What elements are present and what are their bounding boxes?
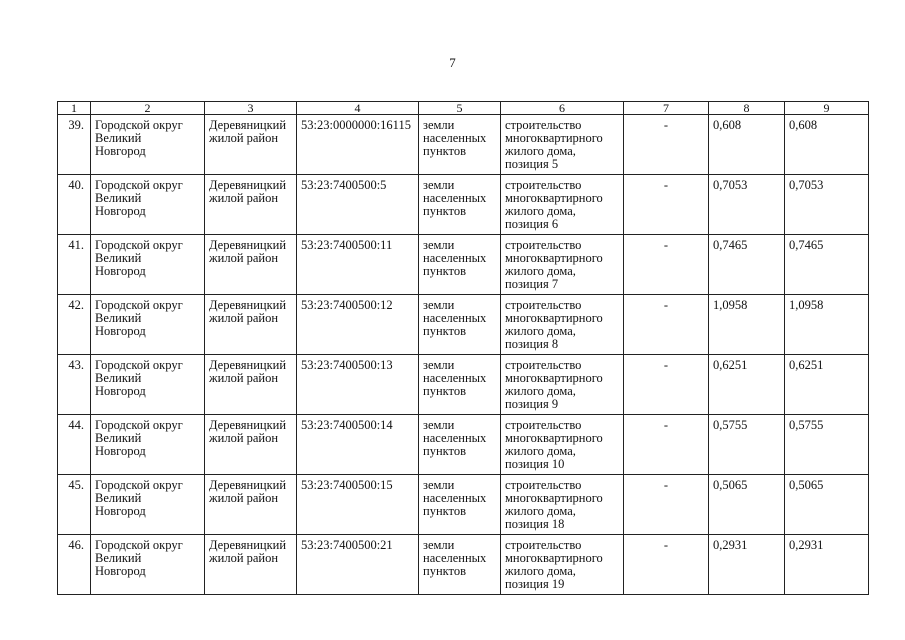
municipality-cell [91, 115, 205, 175]
cadastral-number-cell: 53:23:7400500:21 [297, 535, 419, 595]
cell-line: Новгород [95, 264, 146, 278]
cell-line: позиция 8 [505, 337, 559, 351]
cell-line: жилой район [209, 191, 279, 205]
cell-line: Великий [95, 371, 142, 385]
cell-line: Деревяницкий [209, 358, 287, 372]
row-number: 41. [58, 235, 91, 295]
cell-line: Деревяницкий [209, 118, 287, 132]
column-7-cell: - [624, 235, 709, 295]
cadastral-number-cell: 53:23:7400500:11 [297, 235, 419, 295]
column-7-cell: - [624, 295, 709, 355]
area-value-cell: 0,5065 [785, 475, 869, 535]
area-value-cell: 0,7053 [785, 175, 869, 235]
column-7-cell: - [624, 475, 709, 535]
permitted-use-cell [501, 475, 624, 535]
land-category-cell [419, 175, 501, 235]
cell-line: Деревяницкий [209, 418, 287, 432]
cell-line: земли [423, 538, 455, 552]
cell-line: жилого дома, [505, 564, 576, 578]
municipality-cell [91, 235, 205, 295]
cell-line: многоквартирного [505, 371, 603, 385]
cell-line: строительство [505, 478, 582, 492]
cell-line: Великий [95, 491, 142, 505]
area-value-cell: 0,608 [709, 115, 785, 175]
column-number: 1 [58, 102, 91, 115]
cell-line: земли [423, 418, 455, 432]
cell-line: Деревяницкий [209, 178, 287, 192]
locality-cell [205, 175, 297, 235]
cadastral-number-cell: 53:23:7400500:5 [297, 175, 419, 235]
municipality-cell [91, 475, 205, 535]
cell-line: жилой район [209, 491, 279, 505]
cell-line: жилого дома, [505, 324, 576, 338]
area-value-cell: 0,7053 [709, 175, 785, 235]
cell-line: Великий [95, 191, 142, 205]
cadastral-number-cell: 53:23:7400500:13 [297, 355, 419, 415]
cell-line: пунктов [423, 384, 466, 398]
land-category-cell [419, 235, 501, 295]
cell-line: Новгород [95, 144, 146, 158]
cell-line: Новгород [95, 504, 146, 518]
table-row [58, 175, 869, 235]
cell-line: жилого дома, [505, 444, 576, 458]
cell-line: жилой район [209, 551, 279, 565]
column-7-cell: - [624, 115, 709, 175]
area-value-cell: 0,7465 [709, 235, 785, 295]
cell-line: жилой район [209, 251, 279, 265]
row-number: 44. [58, 415, 91, 475]
cell-line: Городской округ [95, 178, 183, 192]
cell-line: Городской округ [95, 238, 183, 252]
column-number: 7 [624, 102, 709, 115]
cell-line: жилого дома, [505, 264, 576, 278]
row-number: 40. [58, 175, 91, 235]
column-number: 2 [91, 102, 205, 115]
cell-line: населенных [423, 251, 487, 265]
locality-cell [205, 355, 297, 415]
table-row [58, 535, 869, 595]
cadastral-number-cell: 53:23:0000000:16115 [297, 115, 419, 175]
municipality-cell [91, 175, 205, 235]
column-numbers-row [58, 102, 869, 115]
locality-cell [205, 415, 297, 475]
cell-line: пунктов [423, 264, 466, 278]
table-row [58, 295, 869, 355]
area-value-cell: 0,5755 [785, 415, 869, 475]
land-category-cell [419, 415, 501, 475]
cell-line: Деревяницкий [209, 238, 287, 252]
table-row [58, 475, 869, 535]
area-value-cell: 1,0958 [709, 295, 785, 355]
municipality-cell [91, 355, 205, 415]
table-row [58, 115, 869, 175]
locality-cell [205, 475, 297, 535]
locality-cell [205, 535, 297, 595]
cell-line: жилого дома, [505, 384, 576, 398]
cell-line: населенных [423, 131, 487, 145]
cell-line: многоквартирного [505, 191, 603, 205]
cell-line: позиция 18 [505, 517, 565, 531]
cell-line: жилого дома, [505, 204, 576, 218]
cell-line: жилой район [209, 431, 279, 445]
cell-line: Новгород [95, 384, 146, 398]
cell-line: Новгород [95, 204, 146, 218]
column-number: 9 [785, 102, 869, 115]
cell-line: земли [423, 298, 455, 312]
table-row [58, 415, 869, 475]
cell-line: Новгород [95, 324, 146, 338]
cell-line: жилого дома, [505, 144, 576, 158]
area-value-cell: 0,2931 [709, 535, 785, 595]
cell-line: пунктов [423, 564, 466, 578]
cell-line: жилой район [209, 371, 279, 385]
cell-line: строительство [505, 418, 582, 432]
cell-line: населенных [423, 551, 487, 565]
cell-line: строительство [505, 178, 582, 192]
land-category-cell [419, 115, 501, 175]
cell-line: позиция 6 [505, 217, 559, 231]
cell-line: населенных [423, 431, 487, 445]
cell-line: позиция 7 [505, 277, 559, 291]
column-7-cell: - [624, 535, 709, 595]
column-number: 3 [205, 102, 297, 115]
cell-line: населенных [423, 191, 487, 205]
cell-line: пунктов [423, 324, 466, 338]
cell-line: многоквартирного [505, 431, 603, 445]
row-number: 45. [58, 475, 91, 535]
cell-line: многоквартирного [505, 251, 603, 265]
cell-line: пунктов [423, 504, 466, 518]
municipality-cell [91, 415, 205, 475]
locality-cell [205, 295, 297, 355]
cell-line: строительство [505, 298, 582, 312]
area-value-cell: 0,7465 [785, 235, 869, 295]
area-value-cell: 0,608 [785, 115, 869, 175]
cell-line: Городской округ [95, 418, 183, 432]
land-category-cell [419, 355, 501, 415]
cell-line: земли [423, 478, 455, 492]
municipality-cell [91, 535, 205, 595]
land-category-cell [419, 295, 501, 355]
cell-line: многоквартирного [505, 551, 603, 565]
permitted-use-cell [501, 415, 624, 475]
column-number: 6 [501, 102, 624, 115]
cell-line: Городской округ [95, 478, 183, 492]
column-number: 4 [297, 102, 419, 115]
cell-line: позиция 10 [505, 457, 565, 471]
column-7-cell: - [624, 355, 709, 415]
cadastral-number-cell: 53:23:7400500:15 [297, 475, 419, 535]
cell-line: Деревяницкий [209, 478, 287, 492]
cell-line: Деревяницкий [209, 538, 287, 552]
column-7-cell: - [624, 415, 709, 475]
column-7-cell: - [624, 175, 709, 235]
cell-line: многоквартирного [505, 131, 603, 145]
permitted-use-cell [501, 235, 624, 295]
cell-line: населенных [423, 491, 487, 505]
cell-line: Великий [95, 431, 142, 445]
area-value-cell: 0,6251 [785, 355, 869, 415]
area-value-cell: 0,6251 [709, 355, 785, 415]
cell-line: Городской округ [95, 298, 183, 312]
cell-line: Новгород [95, 444, 146, 458]
row-number: 42. [58, 295, 91, 355]
locality-cell [205, 235, 297, 295]
cell-line: Городской округ [95, 538, 183, 552]
cell-line: Великий [95, 251, 142, 265]
cell-line: позиция 5 [505, 157, 559, 171]
cell-line: жилой район [209, 131, 279, 145]
cell-line: Великий [95, 131, 142, 145]
cell-line: Новгород [95, 564, 146, 578]
column-number: 5 [419, 102, 501, 115]
area-value-cell: 0,5065 [709, 475, 785, 535]
cell-line: строительство [505, 538, 582, 552]
row-number: 46. [58, 535, 91, 595]
cell-line: пунктов [423, 144, 466, 158]
page-number: 7 [449, 55, 456, 70]
cell-line: Великий [95, 311, 142, 325]
cell-line: многоквартирного [505, 311, 603, 325]
cell-line: Деревяницкий [209, 298, 287, 312]
table-row [58, 235, 869, 295]
area-value-cell: 1,0958 [785, 295, 869, 355]
locality-cell [205, 115, 297, 175]
cadastral-number-cell: 53:23:7400500:14 [297, 415, 419, 475]
area-value-cell: 0,5755 [709, 415, 785, 475]
cadastral-number-cell: 53:23:7400500:12 [297, 295, 419, 355]
cell-line: земли [423, 238, 455, 252]
cell-line: жилой район [209, 311, 279, 325]
cell-line: земли [423, 118, 455, 132]
row-number: 43. [58, 355, 91, 415]
column-number: 8 [709, 102, 785, 115]
cell-line: населенных [423, 371, 487, 385]
permitted-use-cell [501, 355, 624, 415]
land-category-cell [419, 475, 501, 535]
cell-line: пунктов [423, 204, 466, 218]
cell-line: позиция 19 [505, 577, 565, 591]
permitted-use-cell [501, 175, 624, 235]
land-plots-table [57, 101, 869, 595]
cell-line: населенных [423, 311, 487, 325]
cell-line: строительство [505, 238, 582, 252]
cell-line: пунктов [423, 444, 466, 458]
cell-line: Городской округ [95, 118, 183, 132]
land-category-cell [419, 535, 501, 595]
table-row [58, 355, 869, 415]
cell-line: Великий [95, 551, 142, 565]
cell-line: позиция 9 [505, 397, 559, 411]
cell-line: Городской округ [95, 358, 183, 372]
permitted-use-cell [501, 295, 624, 355]
area-value-cell: 0,2931 [785, 535, 869, 595]
cell-line: земли [423, 178, 455, 192]
cell-line: жилого дома, [505, 504, 576, 518]
permitted-use-cell [501, 115, 624, 175]
cell-line: земли [423, 358, 455, 372]
cell-line: многоквартирного [505, 491, 603, 505]
permitted-use-cell [501, 535, 624, 595]
row-number: 39. [58, 115, 91, 175]
municipality-cell [91, 295, 205, 355]
cell-line: строительство [505, 358, 582, 372]
cell-line: строительство [505, 118, 582, 132]
